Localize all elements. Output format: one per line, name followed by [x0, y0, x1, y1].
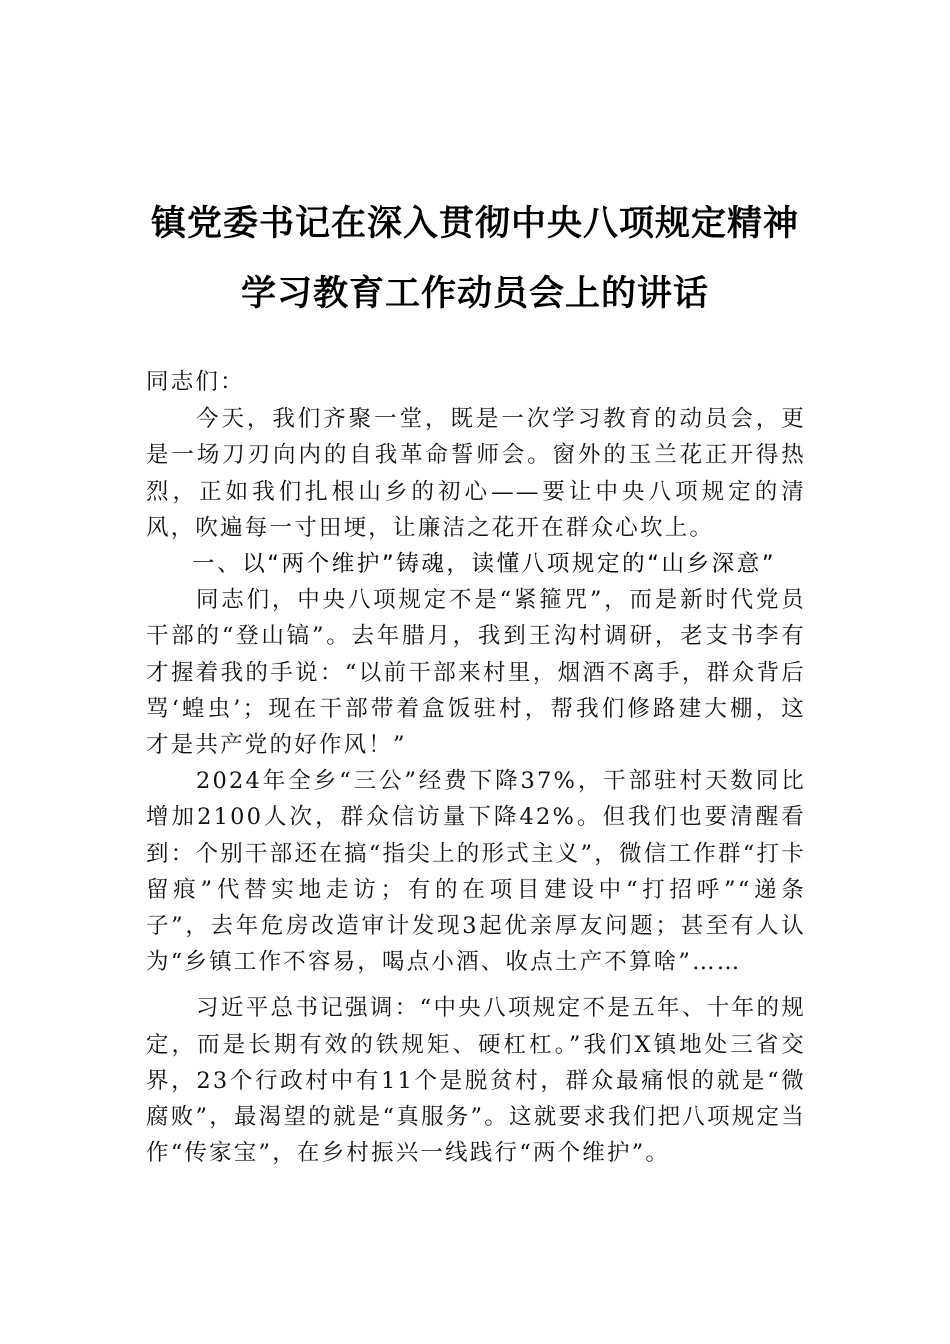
document-title-line-1: 镇党委书记在深入贯彻中央八项规定精神: [150, 204, 799, 244]
paragraph-statistics: 2024年全乡“三公”经费下降37%，干部驻村天数同比增加2100人次，群众信访量下降42%。但我们也要清醒看到：个别干部还在搞“指尖上的形式主义”，微信工作群“打卡留痕”代替实地走访；有的在项目建设中“打招呼”“递条子”，去年危房改造审计发现3起优亲厚友问题；甚至有人认为“乡镇工作不容易，喝点小酒、收点土产不算啥”……: [146, 768, 806, 976]
salutation: 同志们：: [146, 369, 245, 395]
paragraph-quote: 习近平总书记强调：“中央八项规定不是五年、十年的规定，而是长期有效的铁规矩、硬杠杠。”我们X镇地处三省交界，23个行政村中有11个是脱贫村，群众最痛恨的就是“微腐败”，最渴望的就是“真服务”。这就要求我们把八项规定当作“传家宝”，在乡村振兴一线践行“两个维护”。: [146, 995, 806, 1167]
document-body: [146, 364, 806, 1171]
section-heading-1: 一、以“两个维护”铸魂，读懂八项规定的“山乡深意”: [192, 551, 777, 578]
document-title-line-2: 学习教育工作动员会上的讲话: [240, 274, 709, 314]
paragraph-opening: 今天，我们齐聚一堂，既是一次学习教育的动员会，更是一场刀刃向内的自我革命誓师会。窗外的玉兰花正开得热烈，正如我们扎根山乡的初心——要让中央八项规定的清风，吹遍每一寸田埂，让廉洁之花开在群众心坎上。: [146, 406, 806, 541]
paragraph-anecdote: 同志们，中央八项规定不是“紧箍咒”，而是新时代党员干部的“登山镐”。去年腊月，我到王沟村调研，老支书李有才握着我的手说：“以前干部来村里，烟酒不离手，群众背后骂‘蝗虫’；现在干部带着盒饭驻村，帮我们修路建大棚，这才是共产党的好作风！”: [146, 587, 806, 759]
